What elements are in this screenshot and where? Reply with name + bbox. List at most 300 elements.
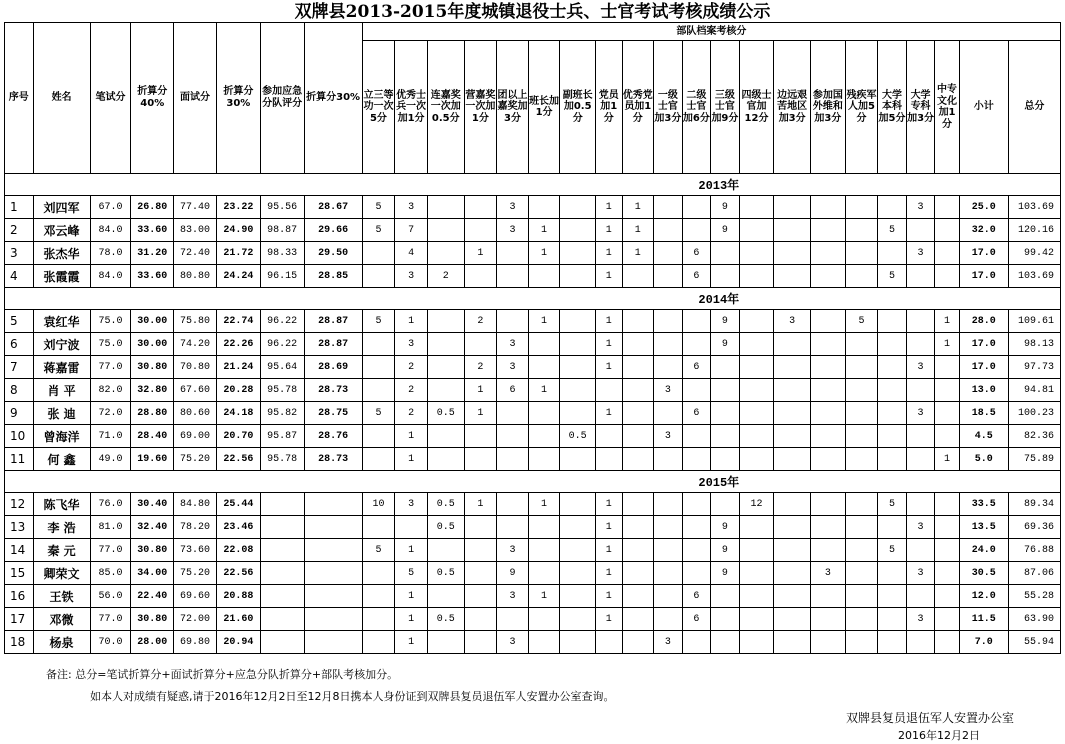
cell-army-2: 2 <box>395 379 428 402</box>
cell-army-2: 3 <box>395 493 428 516</box>
cell-army-19 <box>935 608 959 631</box>
cell-army-7 <box>560 402 596 425</box>
year-filler <box>739 288 1060 310</box>
cell-army-1 <box>362 242 395 265</box>
cell-army-16 <box>845 425 878 448</box>
cell-subtotal: 12.0 <box>959 585 1008 608</box>
table-row <box>5 539 1061 562</box>
cell-army-5: 3 <box>497 333 529 356</box>
cell-army-6 <box>528 333 560 356</box>
cell-seq: 2 <box>5 219 34 242</box>
cell-seq: 4 <box>5 265 34 288</box>
cell-army-6: 1 <box>528 242 560 265</box>
cell-army-18 <box>906 219 935 242</box>
table-row <box>5 425 1061 448</box>
cell-subtotal: 13.0 <box>959 379 1008 402</box>
cell-subtotal: 28.0 <box>959 310 1008 333</box>
cell-written: 75.0 <box>90 333 131 356</box>
cell-army-11 <box>682 425 711 448</box>
cell-army-11 <box>682 631 711 654</box>
col-army-15: 参加国外维和加3分 <box>811 41 846 174</box>
cell-interview: 80.80 <box>174 265 217 288</box>
cell-army-2: 2 <box>395 356 428 379</box>
cell-army-11 <box>682 196 711 219</box>
cell-army-18 <box>906 425 935 448</box>
cell-army-6 <box>528 562 560 585</box>
cell-army-15 <box>811 539 846 562</box>
cell-total: 89.34 <box>1008 493 1060 516</box>
cell-subtotal: 32.0 <box>959 219 1008 242</box>
cell-emergency-conv: 28.73 <box>304 448 362 471</box>
cell-army-1 <box>362 425 395 448</box>
cell-army-16 <box>845 539 878 562</box>
cell-army-1: 10 <box>362 493 395 516</box>
cell-written-conv: 30.40 <box>131 493 174 516</box>
cell-total: 103.69 <box>1008 196 1060 219</box>
cell-army-16 <box>845 516 878 539</box>
year-row <box>5 288 1061 310</box>
cell-army-5 <box>497 448 529 471</box>
cell-interview: 73.60 <box>174 539 217 562</box>
cell-army-8: 1 <box>596 608 622 631</box>
cell-total: 99.42 <box>1008 242 1060 265</box>
cell-interview-conv: 24.18 <box>216 402 260 425</box>
cell-written: 72.0 <box>90 402 131 425</box>
note-office: 双牌县复员退伍军人安置办公室 <box>846 711 1015 725</box>
cell-army-8: 1 <box>596 516 622 539</box>
cell-army-17 <box>878 562 907 585</box>
cell-army-3: 2 <box>427 265 464 288</box>
cell-written: 84.0 <box>90 265 131 288</box>
cell-interview-conv: 23.22 <box>216 196 260 219</box>
cell-emergency-conv: 28.87 <box>304 310 362 333</box>
note-date: 2016年12月2日 <box>898 729 980 742</box>
cell-written: 67.0 <box>90 196 131 219</box>
cell-army-1 <box>362 379 395 402</box>
col-army-1: 立三等功一次5分 <box>362 41 395 174</box>
cell-emergency <box>260 562 304 585</box>
note-inquiry: 如本人对成绩有疑惑,请于2016年12月2日至12月8日携本人身份证到双牌县复员退伍军人安置办公室查询。 <box>90 690 615 703</box>
cell-army-4: 2 <box>464 310 497 333</box>
cell-army-13 <box>739 310 774 333</box>
cell-army-18 <box>906 539 935 562</box>
cell-army-12 <box>711 448 740 471</box>
cell-name: 张杰华 <box>33 242 90 265</box>
table-row <box>5 608 1061 631</box>
cell-army-8 <box>596 631 622 654</box>
cell-army-8: 1 <box>596 585 622 608</box>
cell-emergency: 95.78 <box>260 379 304 402</box>
cell-emergency: 95.87 <box>260 425 304 448</box>
cell-emergency: 95.56 <box>260 196 304 219</box>
cell-army-7 <box>560 516 596 539</box>
cell-army-15 <box>811 493 846 516</box>
cell-army-16 <box>845 448 878 471</box>
cell-army-12: 9 <box>711 539 740 562</box>
cell-army-9 <box>622 539 654 562</box>
table-row <box>5 585 1061 608</box>
cell-name: 邓云峰 <box>33 219 90 242</box>
cell-army-2: 1 <box>395 631 428 654</box>
cell-army-6: 1 <box>528 379 560 402</box>
cell-interview: 77.40 <box>174 196 217 219</box>
cell-army-10 <box>654 265 683 288</box>
cell-army-16 <box>845 631 878 654</box>
cell-written: 85.0 <box>90 562 131 585</box>
cell-army-16 <box>845 608 878 631</box>
cell-army-17 <box>878 356 907 379</box>
cell-army-4 <box>464 425 497 448</box>
cell-interview: 69.80 <box>174 631 217 654</box>
cell-army-17: 5 <box>878 219 907 242</box>
cell-subtotal: 18.5 <box>959 402 1008 425</box>
cell-seq: 1 <box>5 196 34 219</box>
cell-army-6 <box>528 356 560 379</box>
cell-total: 76.88 <box>1008 539 1060 562</box>
cell-army-9 <box>622 333 654 356</box>
note-formula: 备注: 总分=笔试折算分+面试折算分+应急分队折算分+部队考核加分。 <box>46 668 399 681</box>
cell-army-9 <box>622 608 654 631</box>
cell-total: 63.90 <box>1008 608 1060 631</box>
cell-total: 120.16 <box>1008 219 1060 242</box>
cell-army-12 <box>711 493 740 516</box>
cell-written-conv: 32.40 <box>131 516 174 539</box>
cell-army-5 <box>497 493 529 516</box>
cell-written: 78.0 <box>90 242 131 265</box>
cell-army-4 <box>464 448 497 471</box>
cell-army-6 <box>528 196 560 219</box>
cell-army-3 <box>427 425 464 448</box>
cell-seq: 3 <box>5 242 34 265</box>
cell-army-11 <box>682 539 711 562</box>
cell-army-10 <box>654 219 683 242</box>
cell-army-7: 0.5 <box>560 425 596 448</box>
cell-army-9 <box>622 448 654 471</box>
cell-army-14 <box>774 356 811 379</box>
cell-army-12 <box>711 585 740 608</box>
cell-total: 82.36 <box>1008 425 1060 448</box>
cell-emergency <box>260 585 304 608</box>
cell-army-9 <box>622 310 654 333</box>
cell-army-1 <box>362 608 395 631</box>
cell-written: 71.0 <box>90 425 131 448</box>
table-row <box>5 356 1061 379</box>
cell-army-17 <box>878 516 907 539</box>
cell-army-4: 1 <box>464 402 497 425</box>
cell-army-14: 3 <box>774 310 811 333</box>
cell-emergency: 96.22 <box>260 310 304 333</box>
cell-written-conv: 28.00 <box>131 631 174 654</box>
cell-army-2: 3 <box>395 333 428 356</box>
cell-army-6: 1 <box>528 493 560 516</box>
cell-interview: 75.20 <box>174 448 217 471</box>
cell-army-7 <box>560 242 596 265</box>
cell-army-14 <box>774 265 811 288</box>
cell-army-5 <box>497 242 529 265</box>
cell-army-19 <box>935 425 959 448</box>
cell-army-17 <box>878 333 907 356</box>
cell-army-14 <box>774 196 811 219</box>
cell-army-4 <box>464 539 497 562</box>
cell-army-2: 4 <box>395 242 428 265</box>
cell-army-15 <box>811 631 846 654</box>
cell-army-18: 3 <box>906 196 935 219</box>
cell-army-3 <box>427 539 464 562</box>
score-table <box>4 22 1061 654</box>
cell-army-5: 3 <box>497 631 529 654</box>
cell-subtotal: 13.5 <box>959 516 1008 539</box>
cell-army-10: 3 <box>654 631 683 654</box>
col-army-13: 四级士官加12分 <box>739 41 774 174</box>
cell-seq: 17 <box>5 608 34 631</box>
cell-subtotal: 17.0 <box>959 242 1008 265</box>
cell-army-15 <box>811 196 846 219</box>
col-army-12: 三级士官加9分 <box>711 41 740 174</box>
cell-army-5 <box>497 516 529 539</box>
cell-army-13 <box>739 516 774 539</box>
table-row <box>5 402 1061 425</box>
cell-army-3: 0.5 <box>427 562 464 585</box>
cell-army-8: 1 <box>596 356 622 379</box>
cell-subtotal: 17.0 <box>959 265 1008 288</box>
cell-army-15 <box>811 219 846 242</box>
cell-army-15 <box>811 448 846 471</box>
cell-written-conv: 30.00 <box>131 310 174 333</box>
cell-army-2: 1 <box>395 448 428 471</box>
cell-emergency <box>260 539 304 562</box>
cell-army-5: 3 <box>497 196 529 219</box>
cell-army-13 <box>739 608 774 631</box>
cell-seq: 18 <box>5 631 34 654</box>
cell-army-18 <box>906 631 935 654</box>
cell-written-conv: 32.80 <box>131 379 174 402</box>
cell-army-7 <box>560 539 596 562</box>
cell-emergency: 95.82 <box>260 402 304 425</box>
cell-army-10 <box>654 356 683 379</box>
cell-emergency-conv <box>304 608 362 631</box>
cell-army-14 <box>774 242 811 265</box>
cell-army-14 <box>774 493 811 516</box>
cell-army-4 <box>464 196 497 219</box>
cell-written-conv: 22.40 <box>131 585 174 608</box>
cell-interview-conv: 20.28 <box>216 379 260 402</box>
cell-army-5 <box>497 310 529 333</box>
col-army-5: 团以上嘉奖加3分 <box>497 41 529 174</box>
cell-army-10 <box>654 333 683 356</box>
cell-emergency <box>260 516 304 539</box>
cell-army-16 <box>845 242 878 265</box>
table-row <box>5 310 1061 333</box>
cell-army-9 <box>622 562 654 585</box>
cell-army-5: 6 <box>497 379 529 402</box>
cell-army-7 <box>560 196 596 219</box>
cell-army-17: 5 <box>878 539 907 562</box>
table-row <box>5 196 1061 219</box>
cell-total: 94.81 <box>1008 379 1060 402</box>
cell-army-16 <box>845 196 878 219</box>
cell-army-8: 1 <box>596 196 622 219</box>
cell-army-7 <box>560 493 596 516</box>
cell-army-19: 1 <box>935 333 959 356</box>
cell-army-17: 5 <box>878 265 907 288</box>
table-row <box>5 493 1061 516</box>
cell-emergency-conv: 28.85 <box>304 265 362 288</box>
cell-army-17 <box>878 585 907 608</box>
cell-army-6: 1 <box>528 585 560 608</box>
cell-subtotal: 4.5 <box>959 425 1008 448</box>
cell-army-4 <box>464 631 497 654</box>
cell-interview-conv: 20.70 <box>216 425 260 448</box>
cell-army-19 <box>935 516 959 539</box>
cell-army-18 <box>906 448 935 471</box>
cell-army-12: 9 <box>711 562 740 585</box>
table-row <box>5 242 1061 265</box>
cell-army-16 <box>845 493 878 516</box>
year-label: 2014年 <box>5 288 740 310</box>
cell-army-13 <box>739 333 774 356</box>
cell-army-10: 3 <box>654 425 683 448</box>
cell-army-2: 1 <box>395 585 428 608</box>
cell-army-1: 5 <box>362 219 395 242</box>
cell-army-4: 1 <box>464 379 497 402</box>
cell-army-10 <box>654 196 683 219</box>
table-row <box>5 219 1061 242</box>
cell-emergency-conv <box>304 585 362 608</box>
cell-army-11: 6 <box>682 242 711 265</box>
cell-army-10 <box>654 539 683 562</box>
cell-army-12: 9 <box>711 516 740 539</box>
table-row <box>5 448 1061 471</box>
cell-written: 82.0 <box>90 379 131 402</box>
cell-army-18 <box>906 585 935 608</box>
year-filler <box>739 174 1060 196</box>
cell-army-4: 2 <box>464 356 497 379</box>
cell-seq: 15 <box>5 562 34 585</box>
cell-name: 蒋嘉雷 <box>33 356 90 379</box>
cell-total: 109.61 <box>1008 310 1060 333</box>
cell-army-8: 1 <box>596 493 622 516</box>
cell-army-12 <box>711 379 740 402</box>
cell-army-4 <box>464 333 497 356</box>
cell-seq: 13 <box>5 516 34 539</box>
cell-army-16 <box>845 585 878 608</box>
cell-army-7 <box>560 631 596 654</box>
cell-emergency-conv: 28.87 <box>304 333 362 356</box>
cell-interview-conv: 22.26 <box>216 333 260 356</box>
cell-army-1 <box>362 333 395 356</box>
cell-army-10 <box>654 448 683 471</box>
col-army-17: 大学本科加5分 <box>878 41 907 174</box>
cell-army-10 <box>654 402 683 425</box>
cell-interview: 80.60 <box>174 402 217 425</box>
cell-army-16: 5 <box>845 310 878 333</box>
cell-army-7 <box>560 333 596 356</box>
cell-written-conv: 33.60 <box>131 265 174 288</box>
cell-interview-conv: 22.56 <box>216 448 260 471</box>
cell-name: 陈飞华 <box>33 493 90 516</box>
cell-seq: 16 <box>5 585 34 608</box>
cell-army-1 <box>362 631 395 654</box>
cell-army-6 <box>528 425 560 448</box>
cell-emergency: 98.33 <box>260 242 304 265</box>
cell-seq: 7 <box>5 356 34 379</box>
cell-emergency: 96.15 <box>260 265 304 288</box>
cell-army-4 <box>464 585 497 608</box>
cell-emergency-conv: 28.75 <box>304 402 362 425</box>
cell-army-18 <box>906 265 935 288</box>
col-interview: 面试分 <box>174 23 217 174</box>
col-army-18: 大学专科加3分 <box>906 41 935 174</box>
cell-written: 56.0 <box>90 585 131 608</box>
cell-army-1 <box>362 448 395 471</box>
cell-interview: 83.00 <box>174 219 217 242</box>
cell-written-conv: 33.60 <box>131 219 174 242</box>
cell-army-15 <box>811 242 846 265</box>
cell-interview-conv: 22.08 <box>216 539 260 562</box>
cell-army-13 <box>739 631 774 654</box>
cell-army-19 <box>935 379 959 402</box>
cell-interview-conv: 21.72 <box>216 242 260 265</box>
cell-written: 84.0 <box>90 219 131 242</box>
cell-army-13 <box>739 379 774 402</box>
cell-interview: 75.80 <box>174 310 217 333</box>
cell-subtotal: 33.5 <box>959 493 1008 516</box>
cell-army-3 <box>427 448 464 471</box>
table-row <box>5 265 1061 288</box>
cell-written: 77.0 <box>90 608 131 631</box>
col-army-7: 副班长加0.5分 <box>560 41 596 174</box>
col-written: 笔试分 <box>90 23 131 174</box>
cell-army-3 <box>427 631 464 654</box>
cell-army-9 <box>622 402 654 425</box>
col-army-14: 边远艰苦地区加3分 <box>774 41 811 174</box>
cell-army-1: 5 <box>362 402 395 425</box>
cell-army-16 <box>845 333 878 356</box>
cell-army-15 <box>811 516 846 539</box>
col-total: 总分 <box>1008 41 1060 174</box>
cell-army-8: 1 <box>596 310 622 333</box>
cell-written: 75.0 <box>90 310 131 333</box>
cell-army-11 <box>682 516 711 539</box>
col-interview-conv: 折算分30% <box>216 23 260 174</box>
cell-army-11: 6 <box>682 265 711 288</box>
cell-army-1 <box>362 516 395 539</box>
cell-army-4: 1 <box>464 493 497 516</box>
cell-army-10 <box>654 585 683 608</box>
cell-army-12: 9 <box>711 333 740 356</box>
col-army-10: 一级士官加3分 <box>654 41 683 174</box>
cell-emergency-conv <box>304 562 362 585</box>
cell-army-3: 0.5 <box>427 493 464 516</box>
cell-seq: 6 <box>5 333 34 356</box>
cell-army-12 <box>711 425 740 448</box>
cell-army-5 <box>497 608 529 631</box>
cell-total: 97.73 <box>1008 356 1060 379</box>
col-army-9: 优秀党员加1分 <box>622 41 654 174</box>
cell-army-10 <box>654 310 683 333</box>
cell-army-19 <box>935 631 959 654</box>
cell-total: 55.94 <box>1008 631 1060 654</box>
year-row <box>5 471 1061 493</box>
cell-army-12 <box>711 265 740 288</box>
cell-army-5 <box>497 425 529 448</box>
cell-army-11: 6 <box>682 356 711 379</box>
cell-army-7 <box>560 310 596 333</box>
cell-army-19 <box>935 219 959 242</box>
col-army-19: 中专文化加1分 <box>935 41 959 174</box>
cell-army-12 <box>711 356 740 379</box>
cell-army-19: 1 <box>935 448 959 471</box>
